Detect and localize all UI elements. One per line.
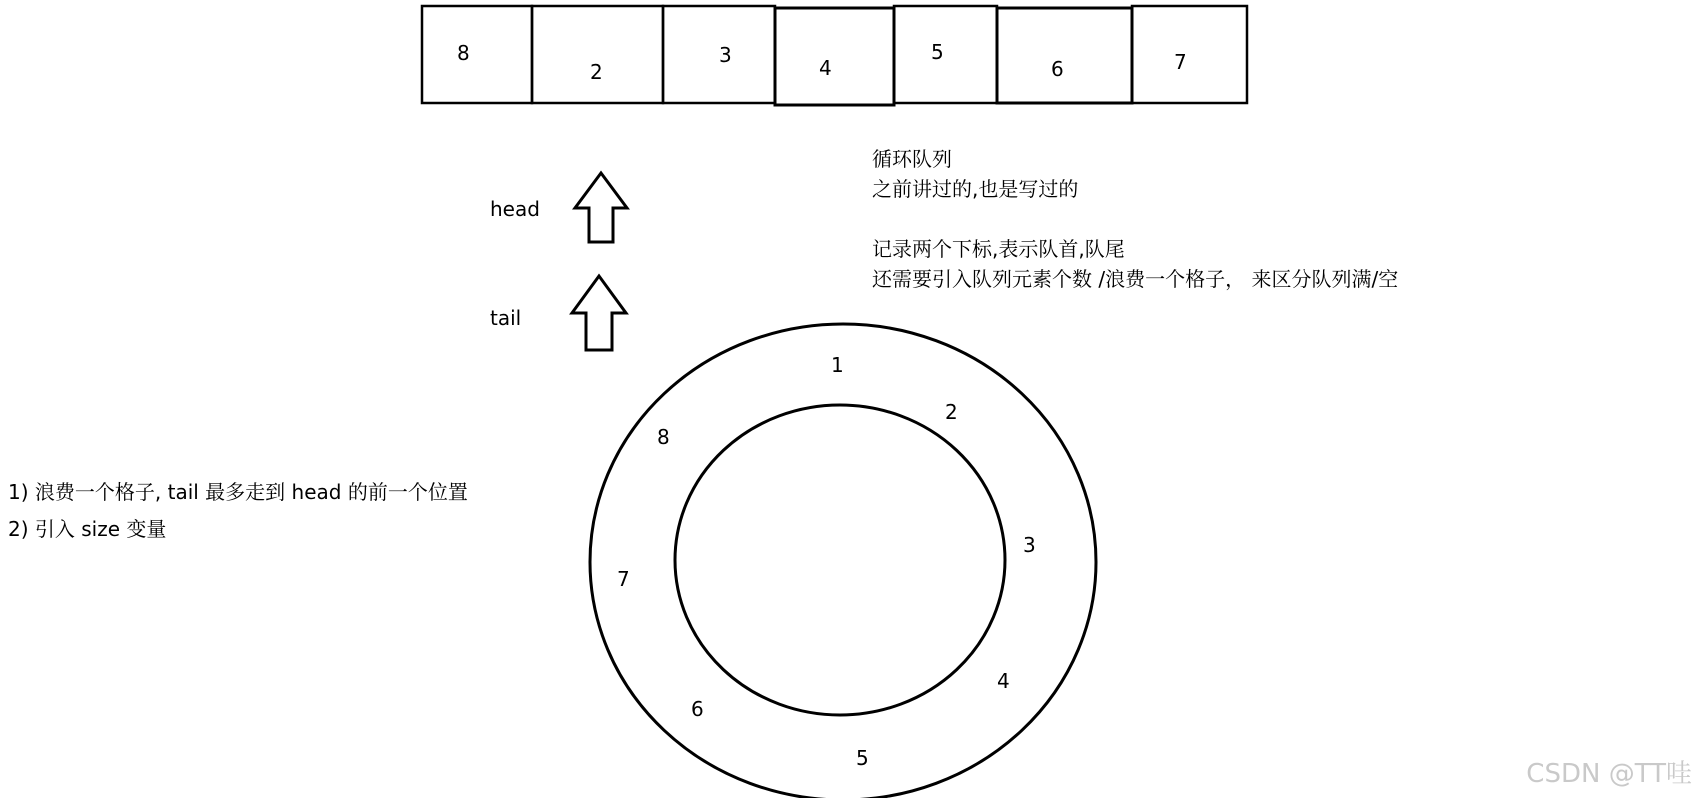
array-cell-6 — [1132, 6, 1247, 103]
notes-left — [8, 474, 468, 548]
ring-slot-2: 2 — [945, 400, 958, 424]
array-cell-1 — [532, 6, 663, 103]
array-strip — [422, 6, 1247, 105]
array-cell-3-label: 4 — [819, 56, 832, 80]
note-left-line: 1) 浪费一个格子, tail 最多走到 head 的前一个位置 — [8, 480, 468, 504]
note-right-line: 记录两个下标,表示队首,队尾 — [872, 237, 1125, 261]
ring-slot-6: 6 — [691, 697, 704, 721]
tail-arrow-icon — [572, 276, 626, 350]
array-cell-3 — [775, 8, 894, 105]
head-pointer-label: head — [490, 197, 540, 221]
array-cell-0-label: 8 — [457, 41, 470, 65]
head-arrow-icon — [575, 173, 627, 242]
note-left-line: 2) 引入 size 变量 — [8, 517, 167, 541]
array-cell-4 — [894, 6, 997, 103]
ring-outer — [590, 324, 1096, 798]
ring-inner — [675, 405, 1005, 715]
ring-slot-3: 3 — [1023, 533, 1036, 557]
note-right-line: 循环队列 — [872, 147, 952, 171]
array-cell-2-label: 3 — [719, 43, 732, 67]
notes-right — [872, 144, 1398, 294]
ring-slot-8: 8 — [657, 425, 670, 449]
ring-slot-5: 5 — [856, 746, 869, 770]
note-right-line: 之前讲过的,也是写过的 — [872, 177, 1079, 201]
note-right-spacer — [872, 204, 1398, 234]
note-right-line: 还需要引入队列元素个数 /浪费一个格子， 来区分队列满/空 — [872, 267, 1399, 291]
ring-slot-7: 7 — [617, 567, 630, 591]
array-cell-6-label: 7 — [1174, 50, 1187, 74]
tail-pointer-label: tail — [490, 306, 522, 330]
ring-slot-4: 4 — [997, 669, 1010, 693]
circular-queue-ring — [590, 324, 1096, 798]
array-cell-5 — [997, 8, 1132, 103]
array-cell-0 — [422, 6, 532, 103]
array-cell-4-label: 5 — [931, 40, 944, 64]
array-cell-1-label: 2 — [590, 60, 603, 84]
array-cell-5-label: 6 — [1051, 57, 1064, 81]
watermark: CSDN @TT哇 — [1526, 759, 1692, 789]
ring-slot-1: 1 — [831, 353, 844, 377]
